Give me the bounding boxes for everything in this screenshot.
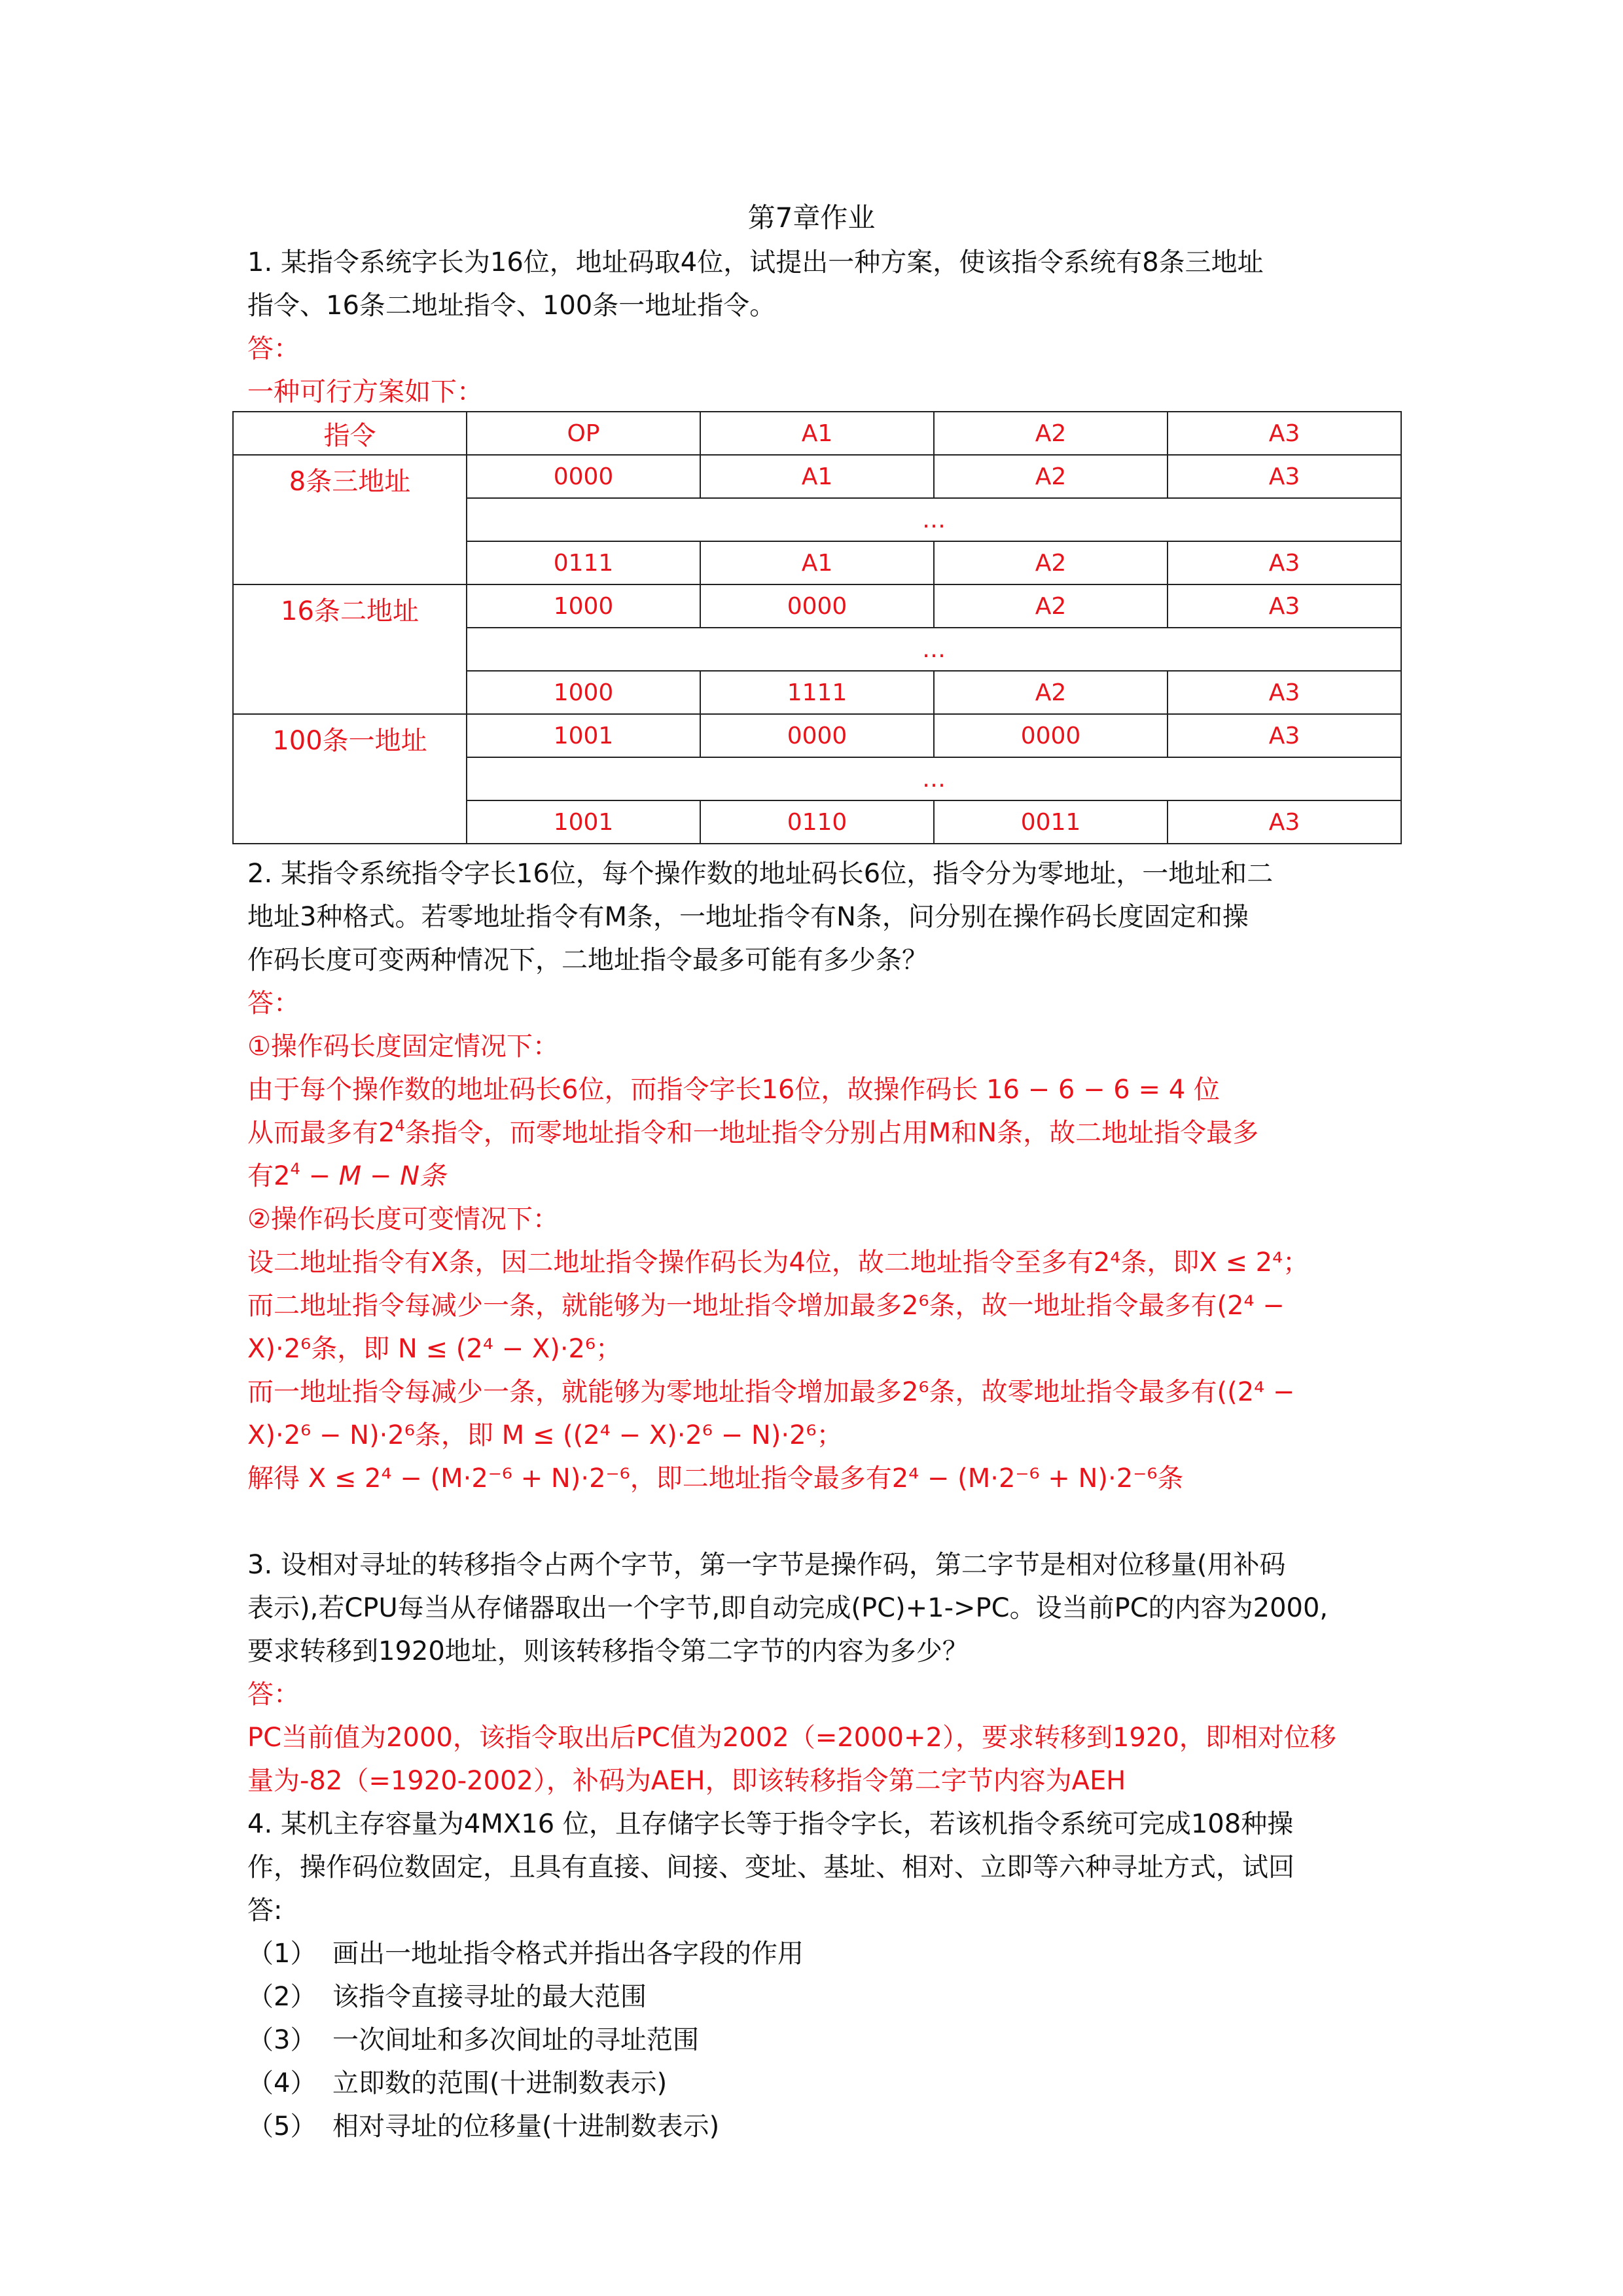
list-item (247, 2062, 1399, 2105)
answer-text: − M − N条 (300, 1161, 446, 1191)
list-number: （4） (247, 2068, 317, 2098)
question-text-line: 作码长度可变两种情况下，二地址指令最多可能有多少条？ (247, 945, 928, 975)
answer-text: 有2 (247, 1161, 291, 1191)
table-cell: A2 (934, 584, 1168, 628)
table-cell: A3 (1168, 671, 1401, 714)
list-text: 相对寻址的位移量(十进制数表示) (332, 2111, 720, 2142)
question-3 (247, 1543, 1399, 1803)
table-header-row (233, 412, 1401, 455)
answer-text: 从而最多有2 (247, 1118, 395, 1148)
table-cell: A3 (1168, 541, 1401, 584)
header-cell: A1 (700, 412, 934, 455)
question-text-line: 1. 某指令系统字长为16位，地址码取4位，试提出一种方案，使该指令系统有8条三地址 (247, 247, 1264, 278)
list-number: （1） (247, 1939, 317, 1969)
table-cell: A3 (1168, 800, 1401, 844)
header-cell: A2 (934, 412, 1168, 455)
list-item (247, 2105, 1399, 2148)
table-cell: A3 (1168, 455, 1401, 498)
answer-label: 答： (247, 334, 300, 364)
table-cell: 1000 (467, 671, 700, 714)
answer-label: 答： (247, 988, 300, 1018)
table-cell: A2 (934, 455, 1168, 498)
table-row (233, 714, 1401, 757)
answer-line: X)·2⁶ − N)·2⁶条，即 M ≤ ((2⁴ − X)·2⁶ − N)·2⁶； (247, 1420, 843, 1450)
table-row (233, 584, 1401, 628)
table-cell: A1 (700, 455, 934, 498)
table-cell: 1000 (467, 584, 700, 628)
answer-subtitle: ①操作码长度固定情况下： (247, 1031, 559, 1062)
answer-line: PC当前值为2000，该指令取出后PC值为2002（=2000+2），要求转移到1920，即相对位移 (247, 1723, 1336, 1753)
answer-line: 而一地址指令每减少一条，就能够为零地址指令增加最多2⁶条，故零地址指令最多有((2⁴ − (247, 1377, 1295, 1407)
question-text-line: 表示),若CPU每当从存储器取出一个字节,即自动完成(PC)+1->PC。设当前PC的内容为2000, (247, 1593, 1329, 1623)
table-cell: A1 (700, 541, 934, 584)
question-text-line: 4. 某机主存容量为4MX16 位，且存储字长等于指令字长，若该机指令系统可完成108种操 (247, 1809, 1294, 1839)
list-text: 该指令直接寻址的最大范围 (332, 1982, 647, 2012)
header-cell: 指令 (233, 412, 467, 455)
question-text-line: 作，操作码位数固定，且具有直接、间接、变址、基址、相对、立即等六种寻址方式，试回 (247, 1852, 1294, 1882)
answer-line: 量为-82（=1920-2002），补码为AEH，即该转移指令第二字节内容为AEH (247, 1766, 1126, 1796)
list-number: （3） (247, 2025, 317, 2055)
table-cell: A2 (934, 671, 1168, 714)
question-text-line: 答: (247, 1895, 283, 1926)
answer-line (247, 1155, 1399, 1198)
table-cell: 0000 (700, 714, 934, 757)
answer-line: 而二地址指令每减少一条，就能够为一地址指令增加最多2⁶条，故一地址指令最多有(2⁴ − (247, 1291, 1285, 1321)
list-item (247, 1932, 1399, 1975)
question-4 (247, 1803, 1399, 2148)
question-text-line: 2. 某指令系统指令字长16位，每个操作数的地址码长6位，指令分为零地址，一地址和二 (247, 859, 1274, 889)
list-text: 立即数的范围(十进制数表示) (332, 2068, 668, 2098)
answer-line: 设二地址指令有X条，因二地址指令操作码长为4位，故二地址指令至多有2⁴条，即X ≤ 2⁴； (247, 1247, 1310, 1278)
answer-label: 答： (247, 1679, 300, 1710)
list-text: 一次间址和多次间址的寻址范围 (332, 2025, 699, 2055)
question-text-line: 指令、16条二地址指令、100条一地址指令。 (247, 291, 776, 321)
header-cell: OP (467, 412, 700, 455)
table-cell: 1111 (700, 671, 934, 714)
ellipsis-cell: … (467, 628, 1401, 671)
question-2 (247, 852, 1399, 1500)
ellipsis-cell: … (467, 498, 1401, 541)
page-title: 第7章作业 (747, 202, 876, 234)
group-label: 8条三地址 (233, 455, 467, 584)
list-item (247, 1975, 1399, 2018)
table-cell: 0011 (934, 800, 1168, 844)
superscript: 4 (290, 1160, 300, 1178)
table-row (233, 455, 1401, 498)
question-text-line: 3. 设相对寻址的转移指令占两个字节，第一字节是操作码，第二字节是相对位移量(用补码 (247, 1550, 1286, 1580)
list-number: （2） (247, 1982, 317, 2012)
question-text-line: 要求转移到1920地址，则该转移指令第二字节的内容为多少？ (247, 1636, 969, 1666)
table-cell: A3 (1168, 714, 1401, 757)
table-cell: 0111 (467, 541, 700, 584)
header-cell: A3 (1168, 412, 1401, 455)
list-text: 画出一地址指令格式并指出各字段的作用 (332, 1939, 804, 1969)
table-cell: 0000 (700, 584, 934, 628)
answer-line (247, 1111, 1399, 1155)
list-item (247, 2018, 1399, 2062)
answer-line: X)·2⁶条，即 N ≤ (2⁴ − X)·2⁶； (247, 1334, 622, 1364)
superscript: 4 (395, 1117, 405, 1135)
answer-subtitle: ②操作码长度可变情况下： (247, 1204, 559, 1234)
answer-line: 解得 X ≤ 2⁴ − (M·2⁻⁶ + N)·2⁻⁶，即二地址指令最多有2⁴ − (M·2⁻⁶ + N)·2⁻⁶条 (247, 1463, 1184, 1494)
table-cell: 0110 (700, 800, 934, 844)
instruction-scheme-table (232, 411, 1402, 844)
group-label: 100条一地址 (233, 714, 467, 844)
list-number: （5） (247, 2111, 317, 2142)
ellipsis-cell: … (467, 757, 1401, 800)
table-cell: 1001 (467, 800, 700, 844)
table-cell: 0000 (467, 455, 700, 498)
answer-intro: 一种可行方案如下： (247, 377, 483, 407)
question-1 (247, 241, 1399, 414)
group-label: 16条二地址 (233, 584, 467, 714)
answer-line: 由于每个操作数的地址码长6位，而指令字长16位，故操作码长 16 − 6 − 6 = 4 位 (247, 1075, 1220, 1105)
table-cell: 1001 (467, 714, 700, 757)
answer-text: 条指令，而零地址指令和一地址指令分别占用M和N条，故二地址指令最多 (404, 1118, 1259, 1148)
table-cell: 0000 (934, 714, 1168, 757)
table-cell: A3 (1168, 584, 1401, 628)
table-cell: A2 (934, 541, 1168, 584)
question-text-line: 地址3种格式。若零地址指令有M条，一地址指令有N条，问分别在操作码长度固定和操 (247, 902, 1249, 932)
